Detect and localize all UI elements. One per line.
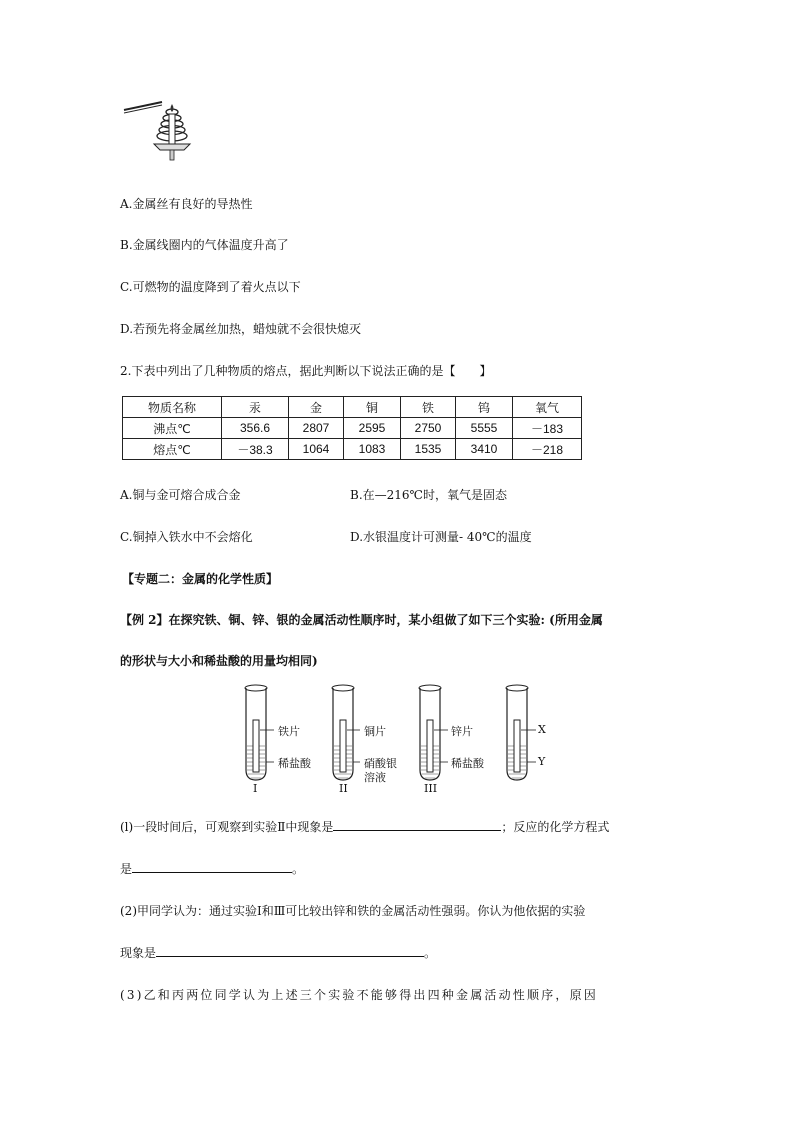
table-cell: 5555 <box>456 418 513 439</box>
table-cell: 1535 <box>401 439 456 460</box>
question-3-line-1: (3)乙和丙两位同学认为上述三个实验不能够得出四种金属活动性顺序，原因 <box>120 988 599 1002</box>
tube-2-solution-label-2: 溶液 <box>364 771 386 784</box>
q1-option-b: B.金属线圈内的气体温度升高了 <box>120 238 289 252</box>
table-cell: 1064 <box>289 439 344 460</box>
tube-3-metal-label: 锌片 <box>451 725 473 738</box>
table-cell: 1083 <box>344 439 401 460</box>
question-2-line-2 <box>120 944 436 961</box>
tube-1-solution-label: 稀盐酸 <box>278 757 311 770</box>
tube-3-solution-label: 稀盐酸 <box>451 757 484 770</box>
table-cell: 金 <box>289 397 344 418</box>
tube-1-metal-label: 铁片 <box>278 725 300 738</box>
table-cell: 2595 <box>344 418 401 439</box>
tube-3-numeral: III <box>424 782 438 795</box>
question-2-end: 。 <box>424 946 437 960</box>
table-cell: 2807 <box>289 418 344 439</box>
q2-option-c: C.铜掉入铁水中不会熔化 <box>120 530 253 544</box>
q2-stem: 2.下表中列出了几种物质的熔点，据此判断以下说法正确的是【 】 <box>120 364 492 378</box>
question-2-text: 现象是 <box>120 946 157 960</box>
question-2-line-1: (2)甲同学认为：通过实验Ⅰ和Ⅲ可比较出锌和铁的金属活动性强弱。你认为他依据的实验 <box>120 904 586 918</box>
melting-point-table <box>122 396 582 460</box>
q1-option-c: C.可燃物的温度降到了着火点以下 <box>120 280 301 294</box>
table-row <box>123 439 582 460</box>
table-cell: －38.3 <box>222 439 289 460</box>
q2-option-a: A.铜与金可熔合成合金 <box>120 488 241 502</box>
tube-3 <box>419 685 448 780</box>
table-cell: 356.6 <box>222 418 289 439</box>
tube-4-metal-label: X <box>538 723 546 736</box>
answer-blank-3[interactable] <box>156 944 424 957</box>
table-cell: 物质名称 <box>123 397 222 418</box>
example-line-1: 【例 2】在探究铁、铜、锌、银的金属活动性顺序时，某小组做了如下三个实验: (所用金属 <box>120 613 603 627</box>
answer-blank-2[interactable] <box>132 860 292 873</box>
table-cell: 沸点℃ <box>123 418 222 439</box>
section-title: 【专题二：金属的化学性质】 <box>122 572 279 586</box>
tube-1 <box>245 685 274 780</box>
tube-2-numeral: II <box>339 782 348 795</box>
tube-2-metal-label: 铜片 <box>364 725 386 738</box>
test-tube-figure <box>236 684 566 800</box>
tube-4 <box>506 685 536 780</box>
question-1-text: (l)一段时间后，可观察到实验Ⅱ中现象是 <box>120 820 334 834</box>
question-1-line-1 <box>120 818 609 835</box>
q2-option-b: B.在—216℃时，氧气是固态 <box>350 488 507 502</box>
question-1-end: 。 <box>292 862 305 876</box>
question-1-line-2 <box>120 860 304 877</box>
table-cell: －183 <box>513 418 582 439</box>
table-cell: 钨 <box>456 397 513 418</box>
table-cell: 氧气 <box>513 397 582 418</box>
table-cell: 汞 <box>222 397 289 418</box>
table-cell: －218 <box>513 439 582 460</box>
table-cell: 3410 <box>456 439 513 460</box>
answer-blank-1[interactable] <box>333 818 501 831</box>
q2-option-d: D.水银温度计可测量- 40℃的温度 <box>350 530 532 544</box>
table-row <box>123 418 582 439</box>
tube-4-solution-label: Y <box>538 755 546 768</box>
coil-candle-illustration <box>118 98 198 174</box>
tube-2-solution-label: 硝酸银 <box>364 757 397 770</box>
q1-option-a: A.金属丝有良好的导热性 <box>120 197 253 211</box>
table-cell: 熔点℃ <box>123 439 222 460</box>
tube-2 <box>332 685 360 780</box>
question-1-text-3: 是 <box>120 862 133 876</box>
table-cell: 铜 <box>344 397 401 418</box>
tube-1-numeral: I <box>253 782 258 795</box>
question-1-text-2: ；反应的化学方程式 <box>501 820 610 834</box>
q1-option-d: D.若预先将金属丝加热，蜡烛就不会很快熄灭 <box>120 322 362 336</box>
table-cell: 2750 <box>401 418 456 439</box>
table-header-row <box>123 397 582 418</box>
table-cell: 铁 <box>401 397 456 418</box>
example-line-2: 的形状与大小和稀盐酸的用量均相同) <box>120 654 318 668</box>
